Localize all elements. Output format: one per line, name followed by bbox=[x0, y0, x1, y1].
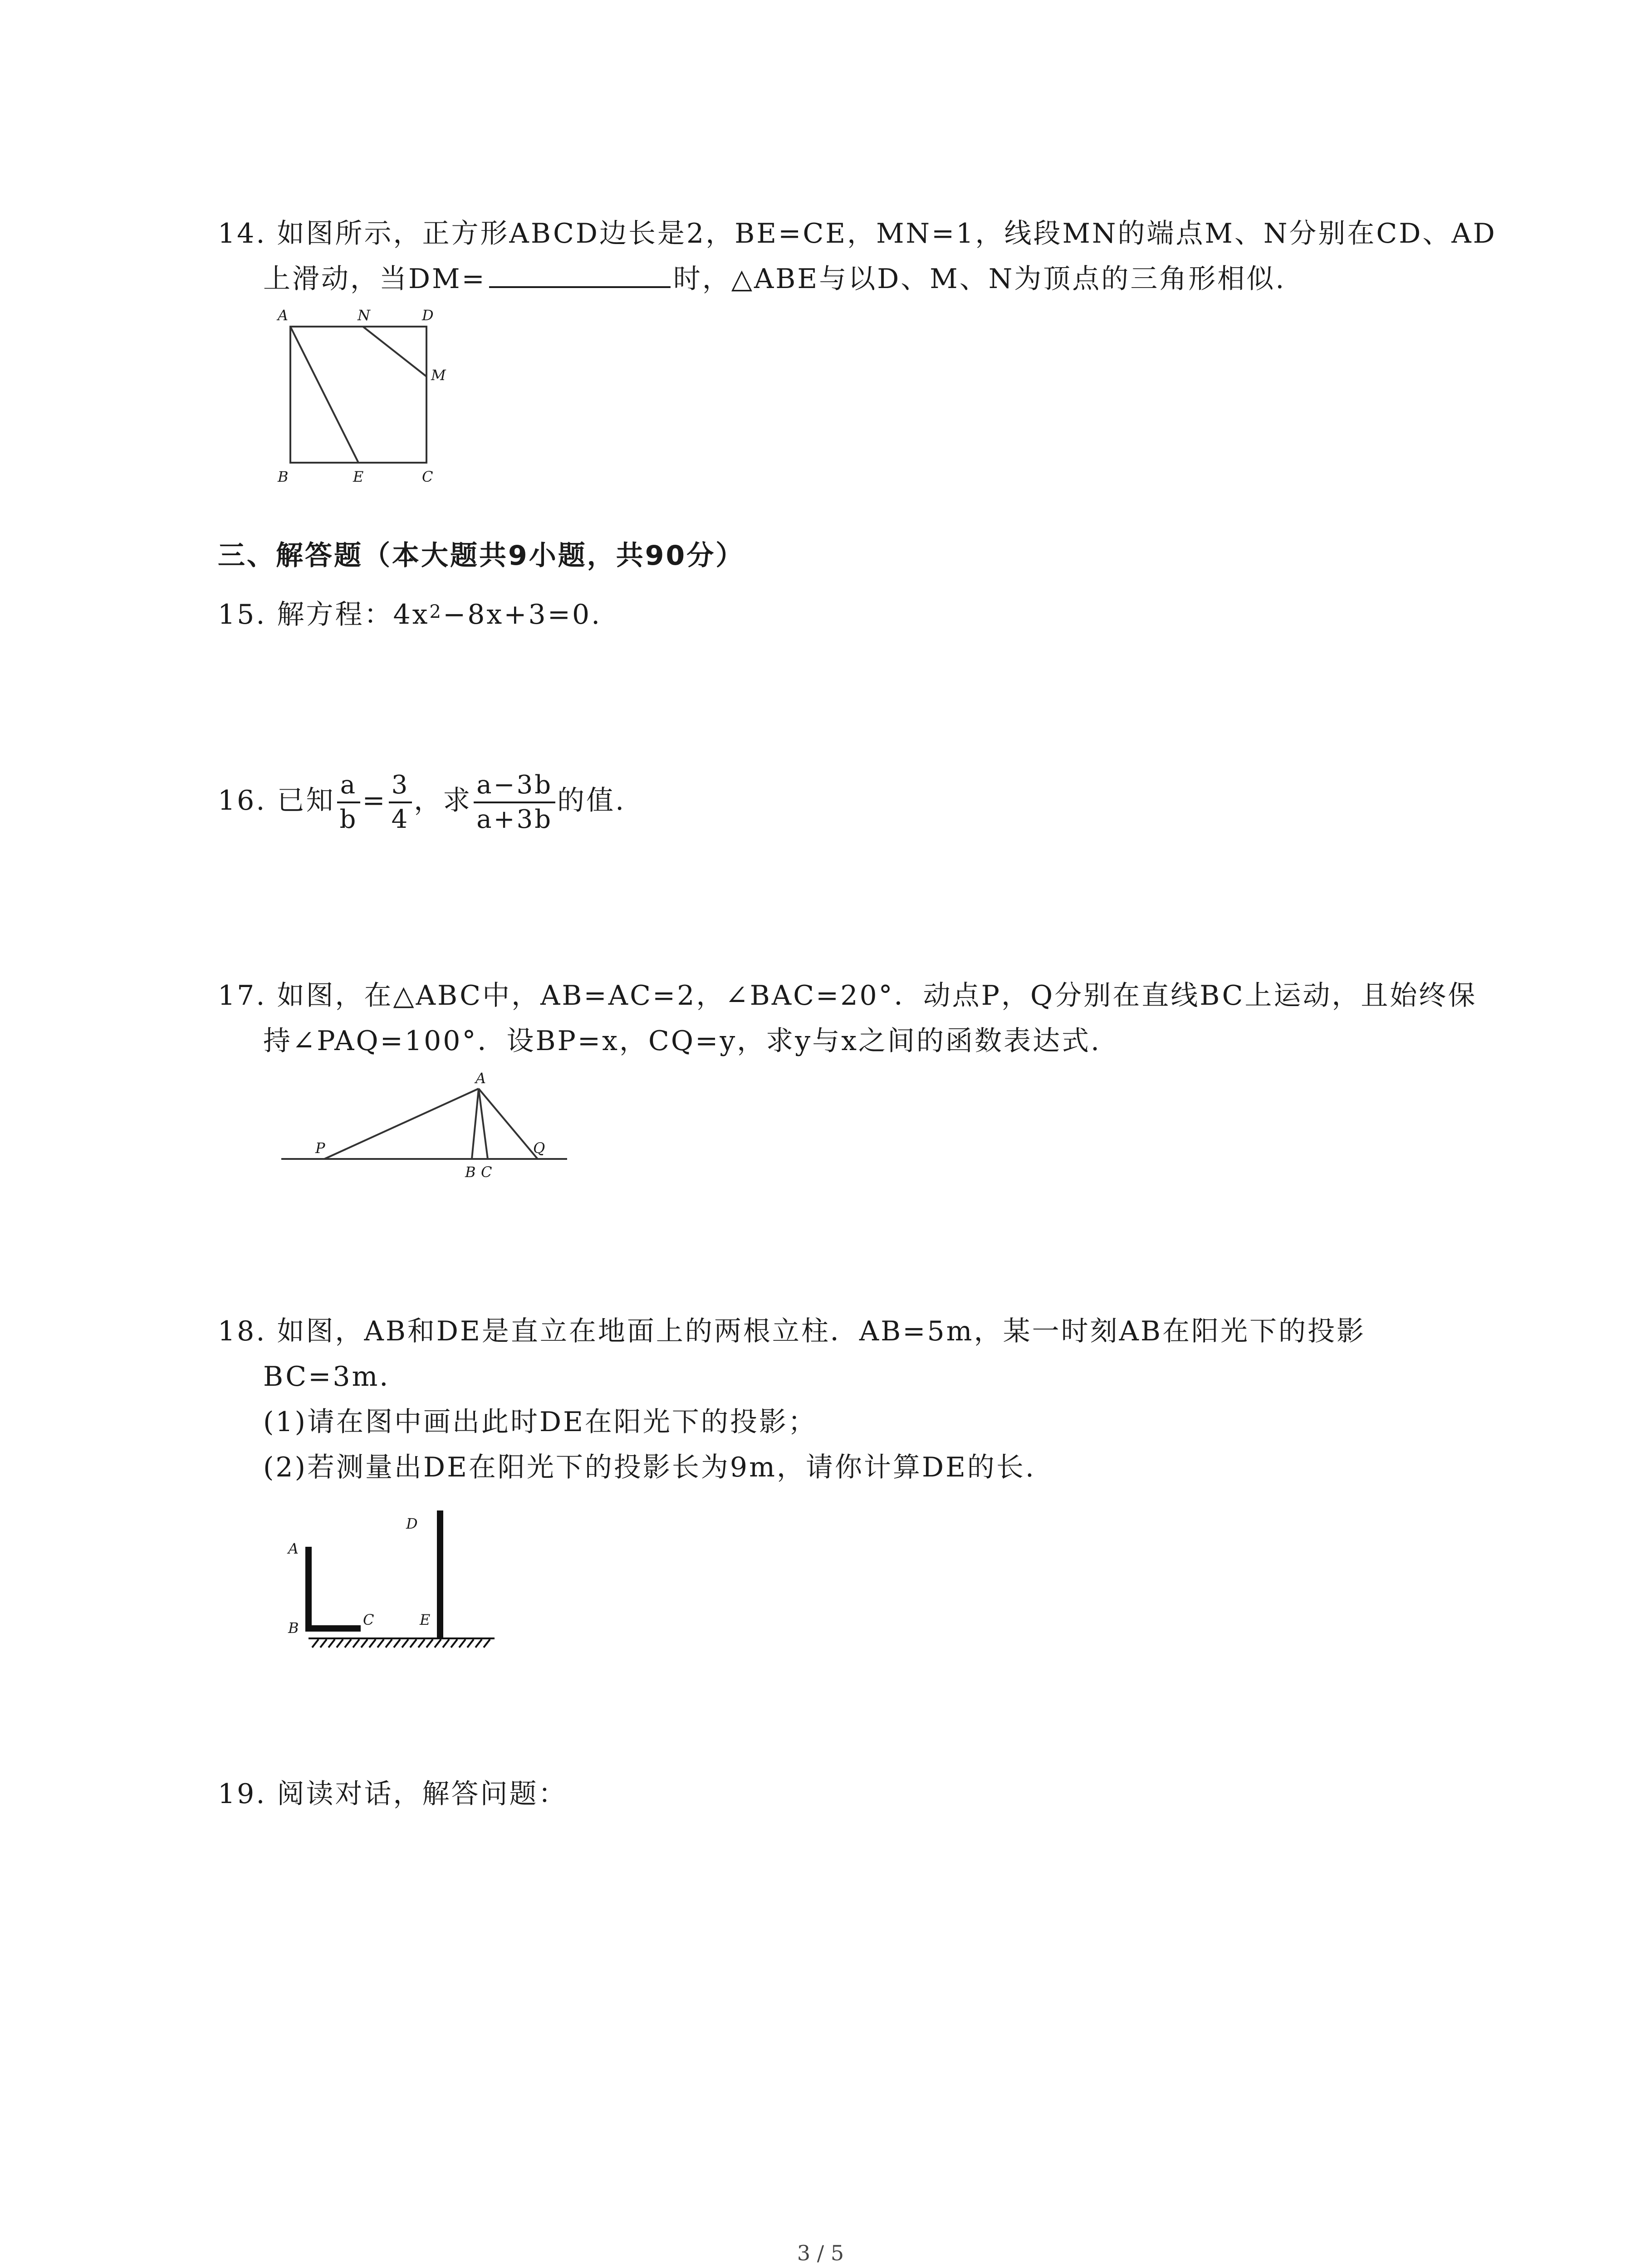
hatch-mark bbox=[337, 1639, 343, 1647]
hatch-mark bbox=[328, 1639, 335, 1647]
segment-ab bbox=[472, 1089, 479, 1159]
hatch-mark bbox=[443, 1639, 449, 1647]
q18-line3: (1)请在图中画出此时DE在阳光下的投影； bbox=[263, 1406, 817, 1438]
q15-exponent: 2 bbox=[429, 601, 443, 622]
hatch-mark bbox=[467, 1639, 474, 1647]
square-outline bbox=[290, 327, 426, 463]
hatch-mark bbox=[402, 1639, 408, 1647]
q14-line2 bbox=[263, 259, 1286, 299]
hatch-mark bbox=[475, 1639, 482, 1647]
hatch-mark bbox=[418, 1639, 425, 1647]
hatch-mark bbox=[377, 1639, 384, 1647]
q16-prefix: 16. 已知 bbox=[218, 785, 335, 816]
label-d: D bbox=[422, 308, 434, 324]
q15-suffix: −8x+3=0. bbox=[442, 599, 602, 631]
label-b: B bbox=[465, 1163, 476, 1181]
segment-ae bbox=[290, 327, 358, 463]
answer-blank bbox=[489, 259, 671, 288]
q16-equals: = bbox=[362, 785, 387, 816]
hatch-mark bbox=[320, 1639, 327, 1647]
q16-suffix: 的值. bbox=[557, 785, 626, 816]
label-n: N bbox=[358, 308, 370, 324]
segment-pa bbox=[324, 1089, 479, 1159]
label-a: A bbox=[475, 1070, 486, 1087]
triangle-pq-figure bbox=[272, 1066, 581, 1188]
q14-line2-before: 上滑动，当DM= bbox=[263, 263, 486, 295]
hatch-mark bbox=[369, 1639, 376, 1647]
fraction-3-over-4 bbox=[389, 769, 412, 836]
hatch-mark bbox=[394, 1639, 400, 1647]
square-abcd-figure bbox=[272, 308, 463, 490]
hatch-mark bbox=[426, 1639, 433, 1647]
hatch-mark bbox=[345, 1639, 351, 1647]
q18-line1: 18. 如图，AB和DE是直立在地面上的两根立柱．AB=5m，某一时刻AB在阳光下的投影 bbox=[218, 1315, 1366, 1347]
frac1-denominator: b bbox=[339, 805, 358, 835]
label-e: E bbox=[353, 468, 364, 485]
hatch-mark bbox=[459, 1639, 465, 1647]
q17-line2: 持∠PAQ=100°．设BP=x，CQ=y，求y与x之间的函数表达式. bbox=[263, 1025, 1102, 1057]
label-b: B bbox=[278, 468, 289, 485]
ground-hatching bbox=[312, 1639, 490, 1647]
label-e: E bbox=[420, 1611, 431, 1628]
pillars-figure bbox=[272, 1492, 517, 1665]
label-a: A bbox=[288, 1540, 299, 1557]
hatch-mark bbox=[386, 1639, 392, 1647]
q18-line2: BC=3m． bbox=[263, 1361, 409, 1393]
frac1-numerator: a bbox=[337, 769, 361, 803]
frac2-numerator: 3 bbox=[389, 769, 412, 803]
label-a: A bbox=[278, 308, 289, 324]
label-c: C bbox=[481, 1163, 492, 1181]
q14-line2-after: 时，△ABE与以D、M、N为顶点的三角形相似. bbox=[673, 263, 1286, 295]
q16-mid: ，求 bbox=[414, 785, 472, 816]
hatch-mark bbox=[451, 1639, 457, 1647]
page-number: 3 / 5 bbox=[797, 2241, 844, 2265]
hatch-mark bbox=[312, 1639, 318, 1647]
label-c: C bbox=[363, 1611, 374, 1628]
label-d: D bbox=[406, 1515, 418, 1532]
q16-text bbox=[218, 767, 626, 836]
q18-line4: (2)若测量出DE在阳光下的投影长为9m，请你计算DE的长. bbox=[263, 1452, 1036, 1483]
segment-aq bbox=[479, 1089, 538, 1159]
frac3-denominator: a+3b bbox=[476, 805, 553, 835]
hatch-mark bbox=[435, 1639, 441, 1647]
section-3-heading: 三、解答题（本大题共9小题，共90分） bbox=[218, 540, 745, 572]
label-q: Q bbox=[533, 1139, 545, 1157]
q15-prefix: 15. 解方程：4x bbox=[218, 599, 430, 631]
hatch-mark bbox=[353, 1639, 359, 1647]
label-c: C bbox=[422, 468, 433, 485]
q15-text bbox=[218, 594, 602, 635]
fraction-a-over-b bbox=[337, 769, 361, 836]
label-m: M bbox=[431, 367, 446, 384]
label-b: B bbox=[288, 1619, 299, 1637]
q17-line1: 17. 如图，在△ABC中，AB=AC=2，∠BAC=20°．动点P，Q分别在直线BC上运动，且始终保 bbox=[218, 980, 1477, 1012]
hatch-mark bbox=[484, 1639, 490, 1647]
label-p: P bbox=[315, 1139, 325, 1157]
q14-line1: 14. 如图所示，正方形ABCD边长是2，BE=CE，MN=1，线段MN的端点M、N分别在CD、AD bbox=[218, 218, 1497, 249]
frac3-numerator: a−3b bbox=[474, 769, 555, 803]
frac2-denominator: 4 bbox=[391, 805, 410, 835]
segment-nm bbox=[363, 327, 426, 376]
q19-line1: 19. 阅读对话，解答问题： bbox=[218, 1778, 568, 1810]
hatch-mark bbox=[361, 1639, 367, 1647]
hatch-mark bbox=[410, 1639, 416, 1647]
fraction-expression bbox=[474, 769, 555, 836]
